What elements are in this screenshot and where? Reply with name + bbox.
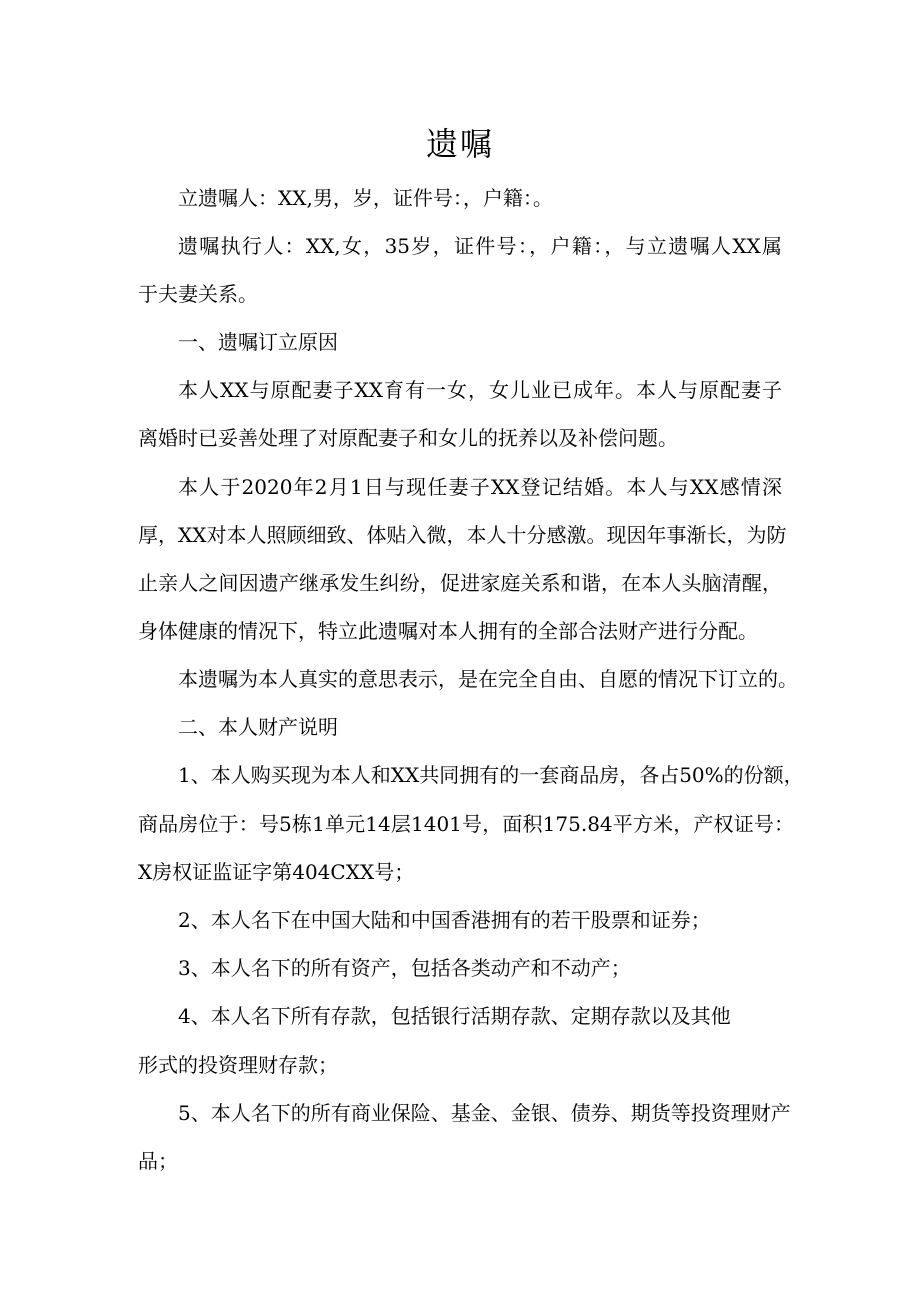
property-item-2: 2、本人名下在中国大陆和中国香港拥有的若干股票和证券； <box>178 908 711 932</box>
paragraph-line: 本遗嘱为本人真实的意思表示，是在完全自由、自愿的情况下订立的。 <box>178 667 798 691</box>
document-title: 遗嘱 <box>425 125 494 163</box>
paragraph-line: 本人于2020年2月1日与现任妻子XX登记结婚。本人与XX感情深 <box>178 475 782 499</box>
executor-line-cont: 于夫妻关系。 <box>138 282 258 306</box>
section-heading-reason: 一、遗嘱订立原因 <box>178 330 338 354</box>
property-item-4: 4、本人名下所有存款，包括银行活期存款、定期存款以及其他 <box>178 1004 731 1028</box>
paragraph-line: 止亲人之间因遗产继承发生纠纷，促进家庭关系和谐，在本人头脑清醒， <box>138 571 782 595</box>
testator-line: 立遗嘱人：XX,男，岁，证件号：，户籍：。 <box>178 186 553 210</box>
paragraph-line: 离婚时已妥善处理了对原配妻子和女儿的抚养以及补偿问题。 <box>138 426 678 450</box>
property-item-1: 1、本人购买现为本人和XX共同拥有的一套商品房，各占50%的份额， <box>178 763 804 787</box>
property-item-5-cont: 品； <box>138 1149 178 1173</box>
paragraph-line: 本人XX与原配妻子XX育有一女，女儿业已成年。本人与原配妻子 <box>178 378 782 402</box>
property-item-4-cont: 形式的投资理财存款； <box>138 1053 338 1077</box>
paragraph-line: 身体健康的情况下，特立此遗嘱对本人拥有的全部合法财产进行分配。 <box>138 619 758 643</box>
paragraph-line: 厚，XX对本人照顾细致、体贴入微，本人十分感激。现因年事渐长，为防 <box>138 523 787 547</box>
property-item-1-cont: 商品房位于：号5栋1单元14层1401号，面积175.84平方米，产权证号： <box>138 812 794 836</box>
section-heading-property: 二、本人财产说明 <box>178 715 338 739</box>
property-item-3: 3、本人名下的所有资产，包括各类动产和不动产； <box>178 956 631 980</box>
property-item-5: 5、本人名下的所有商业保险、基金、金银、债券、期货等投资理财产 <box>178 1101 791 1125</box>
executor-line: 遗嘱执行人：XX,女，35岁，证件号：，户籍：，与立遗嘱人XX属 <box>178 234 782 258</box>
property-item-1-cont: X房权证监证字第404CXX号； <box>138 860 415 884</box>
